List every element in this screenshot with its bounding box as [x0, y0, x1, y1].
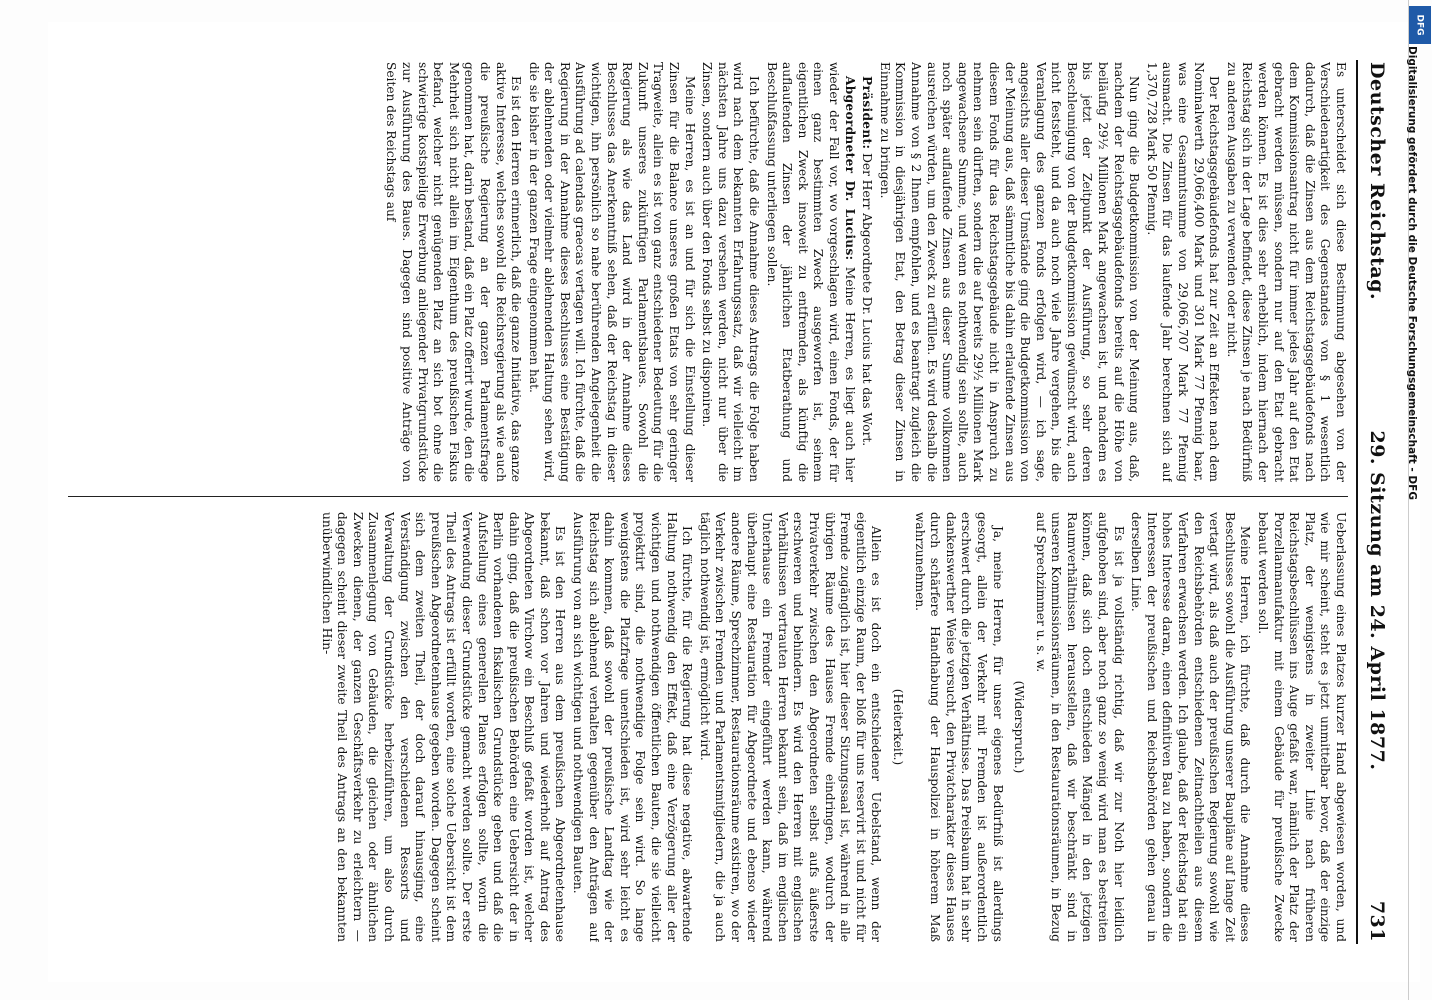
paragraph: Der Reichstagsgebäudefonds hat zur Zeit an Effekten nach dem Nominalwerth 29,066,400 Mark und 301 Mark 77 Pfennig baar, was eine Gesammtsumme von 29,066,707 Mark 77 Pfennig ausmacht. Die Zinsen für das laufende Jahr berechnen sich auf 1,370,728 Mark 50 Pfennig. [1144, 62, 1222, 482]
speaker-text: Meine Herren, es liegt auch hier wieder der Fall vor, wo vorgeschlagen wird, einen Fonds, der für einen ganz bestimmten Zweck ausgeworfen ist, seinem eigentlichen Zweck insoweit zu entfremden, als künftig die auflaufenden Zinsen der jährlichen Etatberathung und Beschlußfassung unterliegen sollen. [764, 62, 857, 482]
right-text-column [68, 512, 1348, 942]
paragraph: Meine Herren, ich fürchte, daß durch die Annahme dieses Beschlusses sowohl die Ausführung unserer Baupläne auf lange Zeit vertagt wird, als daß auch der preußischen Regierung sowohl wie den Reichsbehörden entschiedenen Zeitnachtheilen aus diesem Verfahren erwachsen werden. Ich glaube, daß der Reichstag hat ein hohes Interesse daran, einen definitiven Bau zu haben, sondern die Interessen der preußischen und Reichsbehörden gehen genau in derselben Linie. [1129, 512, 1253, 942]
paragraph: Es unterscheidet sich diese Bestimmung abgesehen von der Verschiedenartigkeit des Gegenstandes von § 1 wesentlich dadurch, daß die Zinsen aus dem Reichstagsgebäudefonds nach dem Kommissionsantrag nicht für immer jedes Jahr auf den Etat gebracht werden müssen, sondern nur auf den Etat gebracht werden können. Es ist dies sehr erheblich, indem hiernach der Reichstag sich in der Lage befindet, diese Zinsen je nach Bedürfniß zu anderen Ausgaben zu verwenden oder nicht. [1224, 62, 1348, 482]
president-text: Der Herr Abgeordnete Dr. Lucius hat das Wort. [860, 153, 875, 447]
dfg-logo-text: DFG [1414, 14, 1425, 36]
page-header [1362, 62, 1392, 942]
paragraph: Es ist den Herren aus dem preußischen Abgeordnetenhause bekannt, daß schon vor Jahren und wiederholt auf Antrag des Abgeordneten Virchow ein Beschluß gefaßt worden ist, welcher dahin ging, daß die preußischen Behörden eine Uebersicht der in Berlin vorhandenen fiskalischen Grundstücke geben und daß die Aufstellung eines generellen Planes erfolgen sollte, worin die Verwendung dieser Grundstücke gemacht werden sollte. Der erste Theil des Antrags ist erfüllt worden, eine solche Uebersicht ist dem preußischen Abgeordnetenhause gegeben worden. Dagegen scheint sich dem zweiten Theil, der doch darauf hinausging, eine Verständigung zwischen den verschiedenen Ressorts und Verwaltung der Grundstücke herbeizuführen, um also durch Zusammenlegung von Gebäuden, die gleichen oder ähnlichen Zwecken dienen, der ganzen Geschäftsverkehr zu erleichtern — dagegen scheint dieser zweite Theil des Antrags an den bekannten unüberwindlichen Hin- [319, 512, 568, 942]
paragraph: Ich fürchte, für die Regierung hat diese negative, abwartende Haltung nothwendig den Effekt, daß eine Verzögerung aller der wichtigen und nothwendigen öffentlichen Bauten, die sie vielleicht projektirt sind, die nothwendige Folge sein wird. So lange wenigstens die Platzfrage unentschieden ist, wird sehr leicht es dahin kommen, daß sowohl der preußische Landtag wie der Reichstag sich ablehnend verhalten gegenüber den Anträgen auf Ausführung von an sich wichtigen und nothwendigen Bauten. [571, 512, 695, 942]
page-number: 731 [1366, 900, 1388, 942]
paragraph: Ueberlassung eines Platzes kurzer Hand abgewiesen worden, und wie mir scheint, steht es jetzt unmittelbar bevor, daß der einzige Platz, der wenigstens in zweiter Linie nach früheren Reichstagsbeschlüssen ins Auge gefaßt war, nämlich der Platz der Porzellanmanufaktur mit einem Gebäude für preußische Zwecke bebaut werden soll. [1256, 512, 1348, 942]
digitization-credit: Digitalisierung gefördert durch die Deutsche Forschungsgemeinschaft - DFG [1406, 46, 1418, 500]
paragraph: Ich befürchte, daß die Annahme dieses Antrags die Folge haben wird nach dem bekannten Erfahrungssatz, daß wir vielleicht im nächsten Jahre uns dazu versehen werden, nicht nur über die Zinsen, sondern auch über den Fonds selbst zu disponiren. [700, 62, 762, 482]
interjection: (Widerspruch.) [1012, 680, 1027, 774]
paragraph: Meine Herren, es ist an und für sich die Einstellung dieser Zinsen für die Balance unseres großen Etats von sehr geringer Tragweite, allein es ist von ganz entschiedener Bedeutung für die Zukunft unseres zukünftigen Parlamentsbaues. Sowohl die Regierung als wie das Land wird in der Annahme dieses Beschlusses das Anerkenntniß sehen, daß der Reichstag in dieser wichtigen, ihn persönlich so nahe berührenden Angelegenheit die Ausführung ad calendas graecas vertagen will. Ich fürchte, daß die Regierung in der Annahme dieses Beschlusses eine Bestätigung der ablehnenden oder vielmehr ablehnenden Haltung sehen wird, die sie bisher in der ganzen Frage eingenommen hat. [526, 62, 697, 482]
header-left-title: Deutscher Reichstag. [1366, 62, 1388, 301]
column-divider [68, 496, 1348, 497]
rotated-document-page [48, 22, 1420, 982]
paragraph: Nun ging die Budgetkommission von der Meinung aus, daß, nachdem der Reichstagsgebäudefonds bereits auf die Höhe von beiläufig 29½ Millionen Mark angewachsen ist, und nachdem es bis jetzt der Zeitpunkt der Ausführung, so sehr deren Beschleunigung von der Budgetkommission gewünscht wird, auch nicht feststeht, und da auch noch viele Jahre vergehen, bis die Veranlagung des ganzen Fonds erfolgen wird, — ich sage, angesichts aller dieser Umstände ging die Budgetkommission von der Meinung aus, daß sämmtliche bis dahin erlaufende Zinsen aus diesem Fonds für das Reichstagsgebäude nicht in Anspruch zu nehmen sein dürften, sondern die auf bereits 29½ Millionen Mark angewachsene Summe, und wenn es nothwendig sein sollte, auch noch später auflaufende Zinsen aus dieser Summe vollkommen ausreichen würden, um den Zweck zu erfüllen. Es wird deshalb die Annahme von § 2 Ihnen empfohlen, und es beantragt zugleich die Kommission in diesjährigen Etat, den Betrag dieser Zinsen in Einnahme zu bringen. [877, 62, 1142, 482]
interjection: (Heiterkeit.) [890, 688, 905, 766]
speaker-label-president: Präsident: [860, 76, 875, 150]
paragraph: Es ist ja vollständig richtig, daß wir zur Noth hier leidlich aufgehoben sind, aber noch ganz so wenig wird man es bestreiten können, daß sich doch entschieden Mängel in den jetzigen Raumverhältnissen herausstellen, daß wir beschränkt sind in unseren Kommissionsräumen, in den Restaurationsräumen, in Bezug auf Sprechzimmer u. s. w. [1033, 512, 1126, 942]
speaker-statement [763, 62, 857, 482]
dfg-logo [1409, 6, 1431, 44]
paragraph: Allein es ist doch ein entschiedener Uebelstand, wenn der eigentlich einzige Raum, der bloß für uns reservirt ist und nicht für Fremde zugänglich ist, hier dieser Sitzungssaal ist, während in alle übrigen Räume des Hauses Fremde eindringen, wodurch der Privatverkehr zwischen den Abgeordneten selbst aufs äußerste erschweren und behindern. Es wird den Herren mit englischen Verhältnissen vertrauten Herren bekannt sein, daß im englischen Unterhause ein Fremder eingeführt werden kann, während überhaupt eine Restauration für Abgeordnete und ebenso wieder andere Räume, Sprechzimmer, Restaurationsräume existiren, wo der Verkehr zwischen Fremden und Parlamentsmitgliedern, die ja auch täglich nothwendig ist, ermöglicht wird. [697, 512, 884, 942]
left-text-column [68, 62, 1348, 482]
paragraph: Ja, meine Herren, für unser eigenes Bedürfniß ist allerdings gesorgt, allein der Verkehr mit Fremden ist außerordentlich erschwert durch die jetzigen Verhältnisse. Das Preisbaum hat in sehr dankenswerther Weise versucht, den Privatcharakter dieses Hauses durch schärfere Handhabung der Hauspolizei in höherem Maß wahrzunehmen. [912, 512, 1005, 942]
paragraph: Es ist den Herren erinnerlich, daß die ganze Initiative, das ganze aktive Interesse, welches sowohl die Reichsregierung als wie auch die preußische Regierung an der ganzen Parlamentsfrage genommen hat, darin bestand, daß ein Platz offerirt wurde, den die Mehrheit sich nicht allein im Eigenthum des preußischen Fiskus befand, welcher nicht genügenden Platz an sich bot ohne die schwierige kostspielige Erwerbung anliegender Privatgrundstücke zur Ausführung des Baues. Dagegen sind positive Anträge von Seiten des Reichstags auf [384, 62, 524, 482]
header-session-date: 29. Sitzung am 24. April 1877. [1366, 430, 1388, 771]
speaker-label-lucius: Abgeordneter Dr. Lucius: [842, 76, 857, 261]
president-statement [859, 62, 875, 482]
header-rule [1356, 60, 1358, 944]
